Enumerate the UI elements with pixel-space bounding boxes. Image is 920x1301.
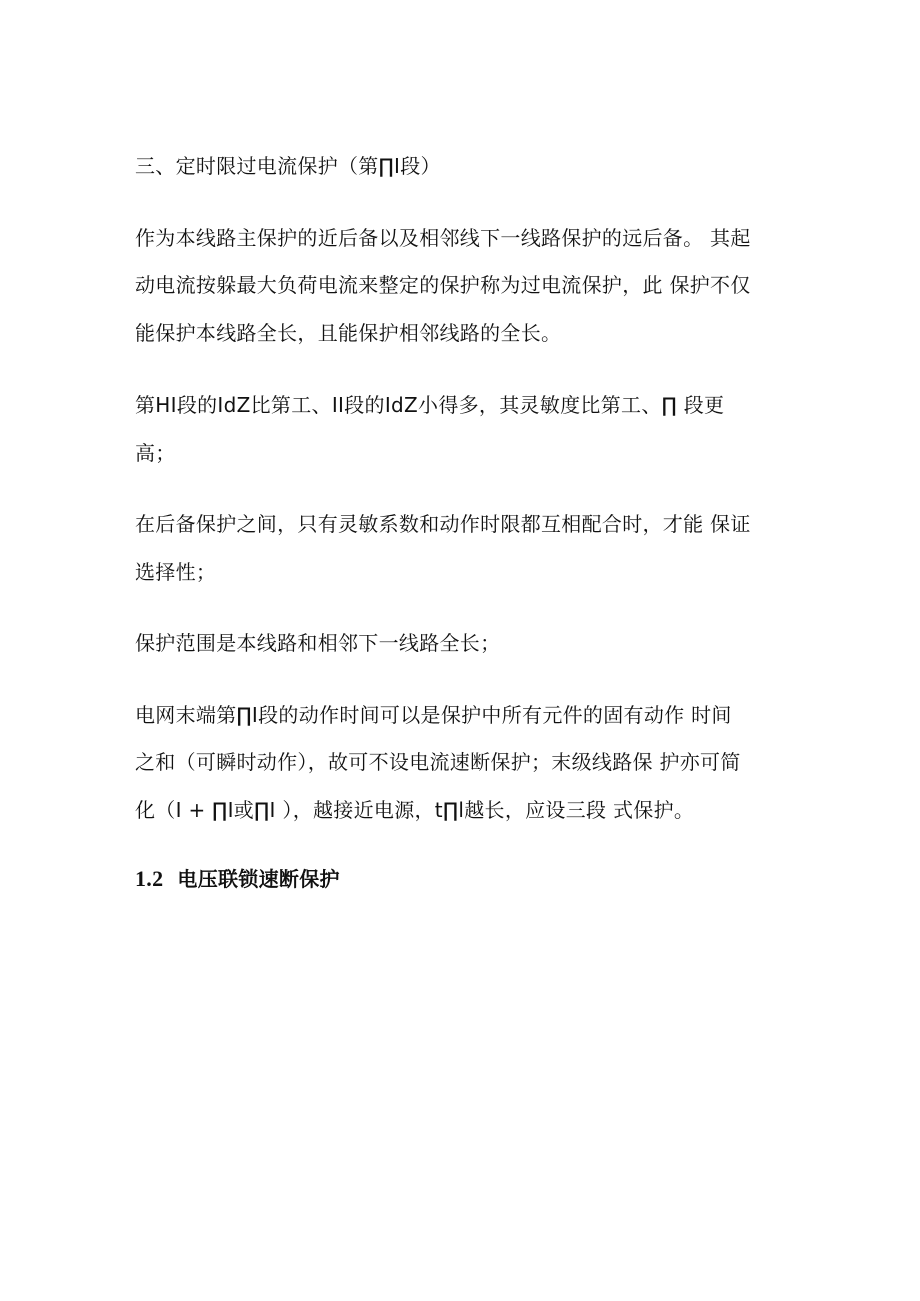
- paragraph-1-line-3: 能保护本线路全长，且能保护相邻线路的全长。: [135, 321, 562, 345]
- subsection-heading: 三、定时限过电流保护（第∏I段）: [135, 154, 441, 178]
- paragraph-3-line-2: 选择性；: [135, 560, 217, 584]
- paragraph-4-line-1: 保护范围是本线路和相邻下一线路全长；: [135, 631, 501, 655]
- paragraph-3-line-1: 在后备保护之间，只有灵敏系数和动作时限都互相配合时，才能 保证: [135, 512, 751, 536]
- paragraph-1-line-2: 动电流按躲最大负荷电流来整定的保护称为过电流保护，此 保护不仅: [135, 273, 751, 297]
- section-title: 电压联锁速断保护: [177, 867, 340, 891]
- paragraph-5-line-3: 化（I + ∏I或∏I ），越接近电源，t∏l越长，应设三段 式保护。: [135, 798, 695, 822]
- paragraph-5-line-2: 之和（可瞬时动作），故可不设电流速断保护；末级线路保 护亦可简: [135, 750, 741, 774]
- paragraph-2-line-2: 高；: [135, 441, 176, 465]
- paragraph-1-line-1: 作为本线路主保护的近后备以及相邻线下一线路保护的远后备。 其起: [135, 226, 751, 250]
- paragraph-5-line-1: 电网末端第∏I段的动作时间可以是保护中所有元件的固有动作 时间: [135, 703, 732, 727]
- paragraph-2-line-1: 第HI段的IdZ比第工、II段的IdZ小得多，其灵敏度比第工、∏ 段更: [135, 393, 725, 417]
- section-number: 1.2: [135, 866, 164, 891]
- section-heading: [135, 867, 340, 891]
